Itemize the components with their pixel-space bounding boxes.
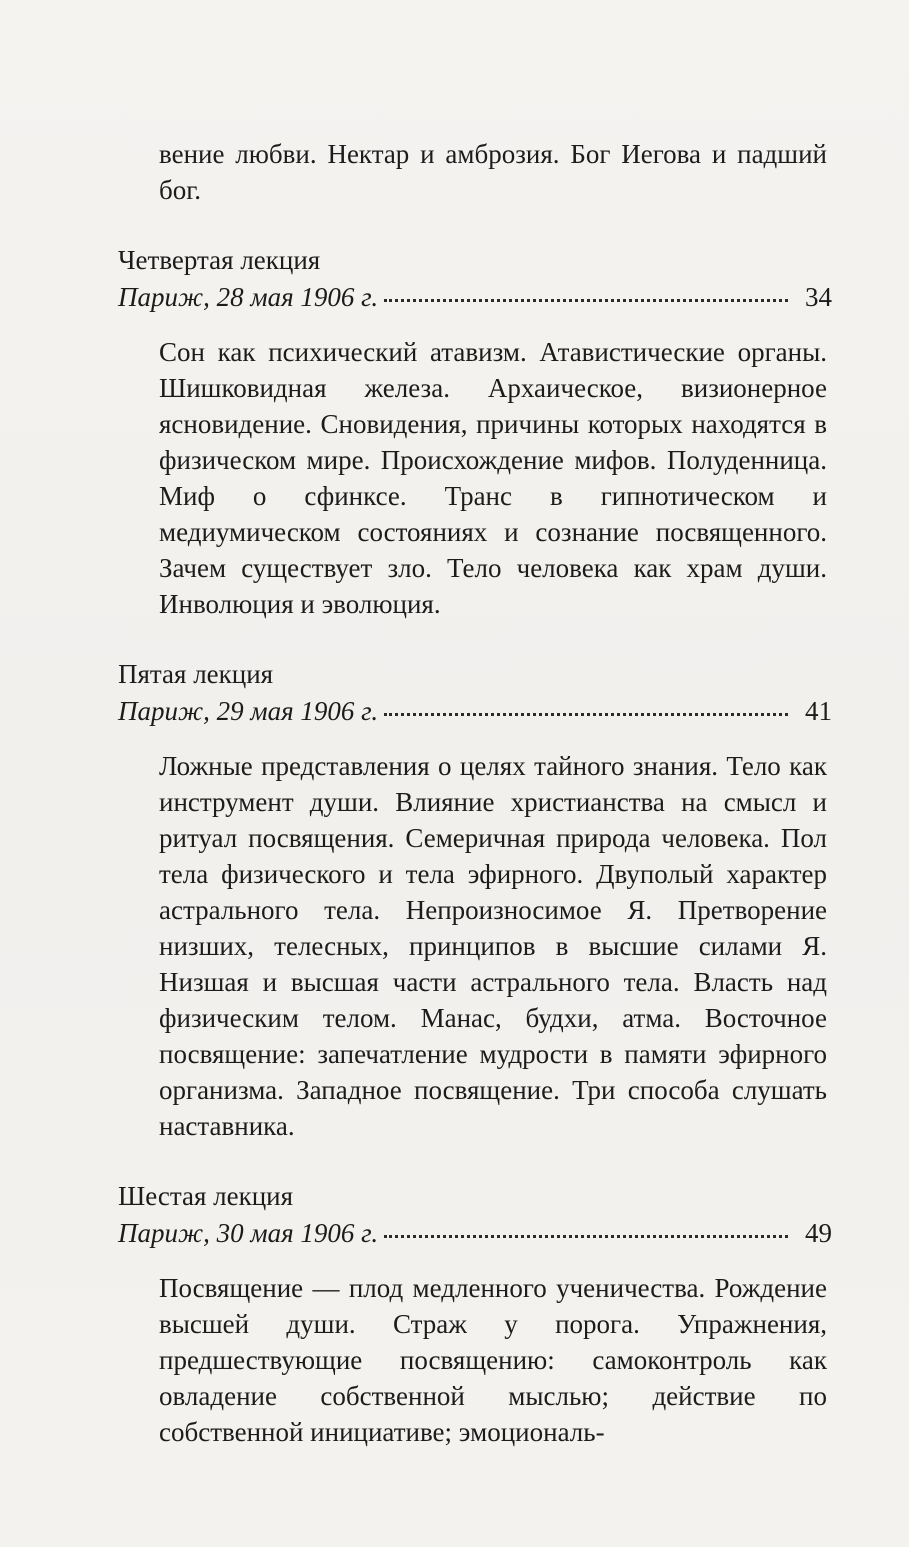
section-summary: Сон как психический атавизм. Атавистические органы. Шишковидная железа. Архаическое, визионерное ясновидение. Сновидения, причины которых находятся в физическом мире. Происхождение мифов. Полуденница. Миф о сфинксе. Транс в гипнотическом и медиумическом состояниях и сознание посвященного. Зачем существует зло. Тело человека как храм души. Инволюция и эволюция. [159,337,827,619]
section-summary: Ложные представления о целях тайного знания. Тело как инструмент души. Влияние христианства на смысл и ритуал посвящения. Семеричная природа человека. Пол тела физического и тела эфирного. Двуполый характер астрального тела. Непроизносимое Я. Претворение низших, телесных, принципов в высшие силами Я. Низшая и высшая части астрального тела. Власть над физическим телом. Манас, будхи, атма. Восточное посвящение: запечатление мудрости в памяти эфирного организма. Западное посвящение. Три способа слушать наставника. [159,751,827,1141]
place-date: Париж, 28 мая 1906 г. [118,282,379,312]
section-title: Четвертая лекция [118,245,321,275]
dot-leader [384,1234,788,1238]
page-number: 34 [805,282,832,312]
dot-leader [384,712,788,716]
section-title: Пятая лекция [118,659,274,689]
place-date: Париж, 29 мая 1906 г. [118,696,379,726]
table-of-contents [118,136,832,1484]
place-date: Париж, 30 мая 1906 г. [118,1218,379,1248]
toc-entry [118,1214,832,1252]
section-title: Шестая лекция [118,1181,294,1211]
section-summary: Посвящение — плод медленного ученичества. Рождение высшей души. Страж у порога. Упражнения, предшествующие посвящению: самоконтроль как овладение собственной мыслью; действие по собственной инициативе; эмоциональ- [159,1273,827,1447]
toc-entry [118,278,832,316]
section-sixth-lecture [118,1178,832,1450]
intro-summary: вение любви. Нектар и амброзия. Бог Иегова и падший бог. [159,139,827,205]
dot-leader [384,298,788,302]
section-fourth-lecture [118,242,832,622]
toc-entry [118,692,832,730]
page-number: 49 [805,1218,832,1248]
section-fifth-lecture [118,656,832,1144]
page-number: 41 [805,696,832,726]
